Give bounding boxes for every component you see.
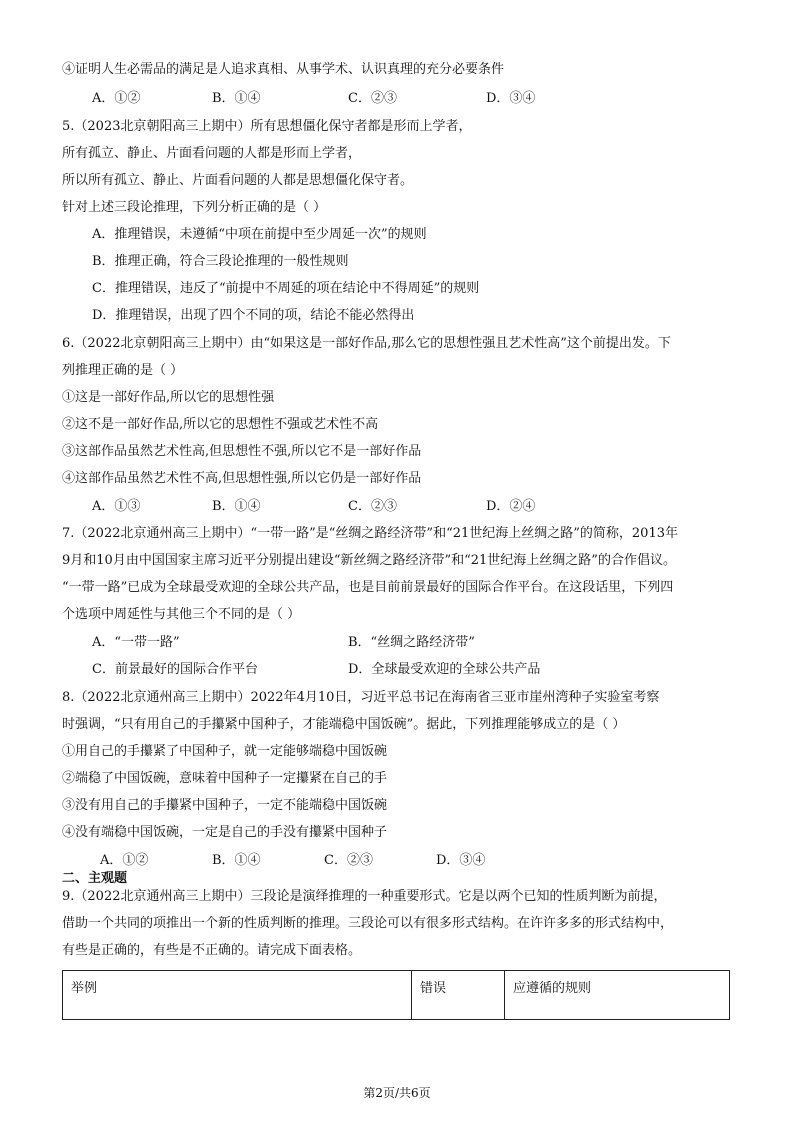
q5-choice-a: A．推理错误，未遵循“中项在前提中至少周延一次”的规则 xyxy=(92,227,427,242)
q6-option-b: B．①④ xyxy=(212,499,261,514)
q6-item-3: ③这部作品虽然艺术性高,但思想性不强,所以它不是一部好作品 xyxy=(62,444,422,459)
q9-stem-line-3: 有些是正确的，有些是不正确的。请完成下面表格。 xyxy=(62,943,362,958)
q7-stem-line-4: 个选项中周延性与其他三个不同的是（ ） xyxy=(62,607,301,622)
q5-stem-line-2: 所有孤立、静止、片面看问题的人都是形而上学者， xyxy=(62,146,362,161)
q5-stem-line-3: 所以所有孤立、静止、片面看问题的人都是思想僵化保守者。 xyxy=(62,173,414,188)
q8-option-d: D．③④ xyxy=(436,853,486,868)
q4-option-c: C．②③ xyxy=(348,91,397,106)
q4-item-4: ④证明人生必需品的满足是人追求真相、从事学术、认识真理的充分必要条件 xyxy=(62,62,505,77)
q5-choice-d: D．推理错误，出现了四个不同的项，结论不能必然得出 xyxy=(92,308,415,323)
answer-table xyxy=(62,970,730,1020)
table-header-rule: 应遵循的规则 xyxy=(505,971,730,1020)
q7-option-c: C．前景最好的国际合作平台 xyxy=(92,662,258,677)
q6-item-4: ④这部作品虽然艺术性不高,但思想性强,所以它仍是一部好作品 xyxy=(62,471,422,486)
q6-option-a: A．①③ xyxy=(92,499,141,514)
q8-option-c: C．②③ xyxy=(324,853,373,868)
q4-option-d: D．③④ xyxy=(486,91,536,106)
q9-stem-line-1: 9.（2022北京通州高三上期中）三段论是演绎推理的一种重要形式。它是以两个已知的性质判断为前提， xyxy=(62,889,667,904)
q8-item-1: ①用自己的手攥紧了中国种子，就一定能够端稳中国饭碗 xyxy=(62,744,388,759)
page-footer: 第2页/共6页 xyxy=(363,1086,431,1100)
q7-option-a: A．“一带一路” xyxy=(92,635,180,650)
q5-choice-b: B．推理正确，符合三段论推理的一般性规则 xyxy=(92,254,349,269)
q7-option-b: B．“丝绸之路经济带” xyxy=(348,635,475,650)
q6-item-2: ②这不是一部好作品,所以它的思想性不强或艺术性不高 xyxy=(62,417,379,432)
q7-option-d: D．全球最受欢迎的全球公共产品 xyxy=(348,662,541,677)
q6-stem-line-1: 6.（2022北京朝阳高三上期中）由“如果这是一部好作品,那么它的思想性强且艺术性高”这个前提出发。下 xyxy=(62,336,671,351)
q5-choice-c: C．推理错误，违反了“前提中不周延的项在结论中不得周延”的规则 xyxy=(92,281,480,296)
q4-option-a: A．①② xyxy=(92,91,141,106)
q6-option-d: D．②④ xyxy=(486,499,536,514)
q5-stem-line-4: 针对上述三段论推理，下列分析正确的是（ ） xyxy=(62,200,327,215)
q6-option-c: C．②③ xyxy=(348,499,397,514)
q8-option-b: B．①④ xyxy=(212,853,261,868)
q7-stem-line-1: 7.（2022北京通州高三上期中）“一带一路”是“丝绸之路经济带”和“21世纪海上丝绸之路”的简称，2013年 xyxy=(62,526,678,541)
q7-stem-line-2: 9月和10月由中国国家主席习近平分别提出建设“新丝绸之路经济带”和“21世纪海上丝绸之路”的合作倡议。 xyxy=(62,553,676,568)
q8-stem-line-2: 时强调，“只有用自己的手攥紧中国种子，才能端稳中国饭碗”。据此，下列推理能够成立的是（ ） xyxy=(62,717,626,732)
section-heading: 二、主观题 xyxy=(62,871,128,886)
q8-item-4: ④没有端稳中国饭碗，一定是自己的手没有攥紧中国种子 xyxy=(62,825,388,840)
q8-option-a: A．①② xyxy=(100,853,149,868)
q7-stem-line-3: “一带一路”已成为全球最受欢迎的全球公共产品，也是目前前景最好的国际合作平台。在这段话里，下列四 xyxy=(62,580,674,595)
q8-item-3: ③没有用自己的手攥紧中国种子，一定不能端稳中国饭碗 xyxy=(62,798,388,813)
table-header-row xyxy=(63,971,730,1020)
q8-stem-line-1: 8.（2022北京通州高三上期中）2022年4月10日，习近平总书记在海南省三亚市崖州湾种子实验室考察 xyxy=(62,690,660,705)
q6-stem-line-2: 列推理正确的是（ ） xyxy=(62,363,184,378)
q4-option-b: B．①④ xyxy=(212,91,261,106)
q5-stem-line-1: 5.（2023北京朝阳高三上期中）所有思想僵化保守者都是形而上学者， xyxy=(62,119,472,134)
table-header-error: 错误 xyxy=(412,971,505,1020)
q8-item-2: ②端稳了中国饭碗，意味着中国种子一定攥紧在自己的手 xyxy=(62,771,388,786)
q6-item-1: ①这是一部好作品,所以它的思想性强 xyxy=(62,390,275,405)
table-header-example: 举例 xyxy=(63,971,412,1020)
q9-stem-line-2: 借助一个共同的项推出一个新的性质判断的推理。三段论可以有很多形式结构。在许许多多的形式结构中， xyxy=(62,916,674,931)
